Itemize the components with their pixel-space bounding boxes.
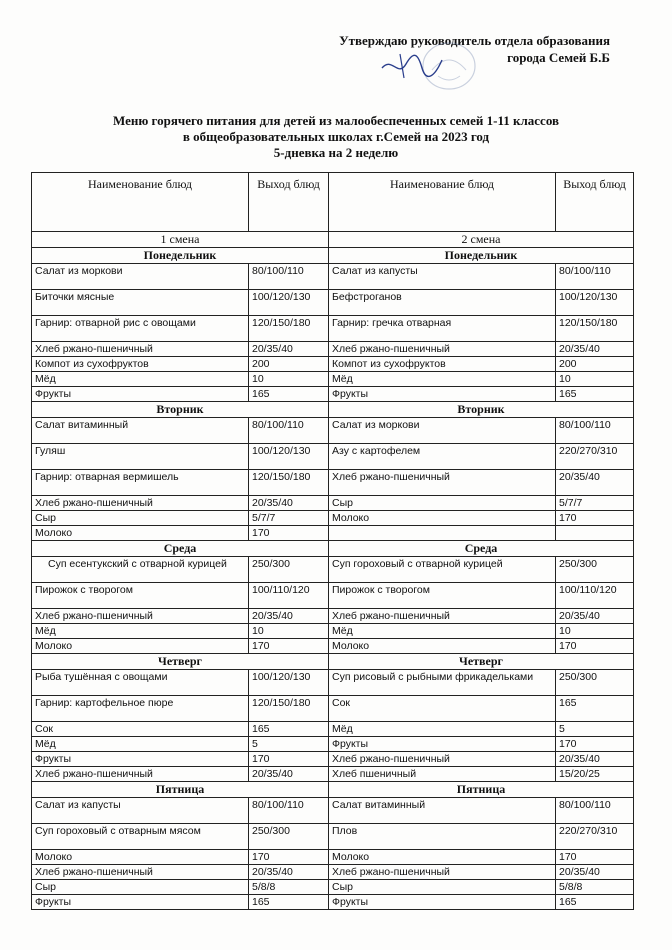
dish-name-cell: Фрукты [32,752,249,767]
dish-yield-cell: 165 [249,387,329,402]
dish-yield-cell: 100/120/130 [249,444,329,470]
dish-name-cell: Молоко [32,639,249,654]
table-header-row [32,173,634,232]
dish-yield-cell: 5/7/7 [556,496,634,511]
dish-yield-cell: 200 [556,357,634,372]
day-label-tuesday: Вторник [329,402,634,418]
dish-yield-cell: 100/120/130 [249,670,329,696]
dish-yield-cell: 20/35/40 [249,342,329,357]
dish-yield-cell: 80/100/110 [249,798,329,824]
dish-yield-cell: 165 [556,895,634,910]
dish-name-cell: Сок [32,722,249,737]
day-label-friday: Пятница [329,782,634,798]
menu-table [31,172,634,910]
table-row [32,895,634,910]
signature-icon [378,48,448,82]
table-row [32,470,634,496]
dish-name-cell: Молоко [329,850,556,865]
dish-yield-cell: 165 [249,895,329,910]
dish-yield-cell: 170 [249,526,329,541]
dish-name-cell: Молоко [32,850,249,865]
dish-yield-cell: 10 [556,372,634,387]
approval-line-2: города Семей Б.Б [507,50,610,65]
dish-yield-cell: 20/35/40 [249,609,329,624]
dish-name-cell: Хлеб ржано-пшеничный [329,865,556,880]
dish-yield-cell: 170 [556,639,634,654]
dish-name-cell: Салат из моркови [32,264,249,290]
dish-yield-cell: 20/35/40 [249,496,329,511]
approval-line-1: Утверждаю руководитель отдела образования [339,33,610,48]
dish-name-cell: Хлеб ржано-пшеничный [32,496,249,511]
dish-yield-cell: 250/300 [249,557,329,583]
dish-yield-cell: 170 [249,752,329,767]
table-row [32,387,634,402]
dish-yield-cell: 170 [556,737,634,752]
dish-name-cell: Сыр [329,496,556,511]
table-row [32,624,634,639]
dish-name-cell: Молоко [32,526,249,541]
dish-name-cell: Гарнир: картофельное пюре [32,696,249,722]
day-label-monday: Понедельник [329,248,634,264]
dish-yield-cell: 100/110/120 [249,583,329,609]
dish-name-cell: Компот из сухофруктов [329,357,556,372]
dish-yield-cell: 120/150/180 [249,470,329,496]
dish-yield-cell: 5 [556,722,634,737]
table-row [32,722,634,737]
dish-yield-cell: 5 [249,737,329,752]
table-row [32,342,634,357]
dish-name-cell: Фрукты [329,737,556,752]
dish-yield-cell [556,526,634,541]
dish-yield-cell: 20/35/40 [556,865,634,880]
dish-yield-cell: 20/35/40 [556,752,634,767]
header-yield-1: Выход блюд [249,173,329,232]
day-label-thursday: Четверг [32,654,329,670]
day-label-monday: Понедельник [32,248,329,264]
dish-yield-cell: 250/300 [249,824,329,850]
dish-yield-cell: 250/300 [556,670,634,696]
table-row [32,696,634,722]
dish-yield-cell: 250/300 [556,557,634,583]
dish-name-cell: Мёд [32,624,249,639]
table-row [32,767,634,782]
table-row [32,444,634,470]
dish-name-cell: Мёд [32,372,249,387]
day-row-tuesday [32,402,634,418]
dish-yield-cell: 165 [249,722,329,737]
dish-name-cell: Компот из сухофруктов [32,357,249,372]
dish-yield-cell: 170 [249,639,329,654]
dish-yield-cell: 80/100/110 [556,418,634,444]
dish-name-cell: Суп есентукский с отварной курицей [32,557,249,583]
dish-name-cell: Сок [329,696,556,722]
dish-name-cell: Сыр [32,880,249,895]
dish-name-cell: Салат из капусты [32,798,249,824]
dish-name-cell: Биточки мясные [32,290,249,316]
table-row [32,526,634,541]
day-row-wednesday [32,541,634,557]
dish-name-cell: Пирожок с творогом [32,583,249,609]
table-row [32,316,634,342]
header-dish-name-1: Наименование блюд [32,173,249,232]
dish-yield-cell: 170 [556,850,634,865]
dish-name-cell: Фрукты [329,387,556,402]
title-line-3: 5-дневка на 2 неделю [273,145,399,160]
dish-yield-cell: 20/35/40 [556,609,634,624]
dish-name-cell: Хлеб ржано-пшеничный [32,609,249,624]
dish-yield-cell: 170 [249,850,329,865]
day-row-thursday [32,654,634,670]
dish-name-cell [329,526,556,541]
day-label-wednesday: Среда [329,541,634,557]
table-row [32,264,634,290]
table-row [32,670,634,696]
dish-name-cell: Хлеб ржано-пшеничный [329,470,556,496]
dish-name-cell: Хлеб пшеничный [329,767,556,782]
dish-name-cell: Молоко [329,639,556,654]
dish-yield-cell: 20/35/40 [249,865,329,880]
table-row [32,752,634,767]
dish-yield-cell: 120/150/180 [556,316,634,342]
table-row [32,639,634,654]
day-label-thursday: Четверг [329,654,634,670]
dish-yield-cell: 20/35/40 [249,767,329,782]
dish-yield-cell: 10 [249,372,329,387]
table-row [32,418,634,444]
document-title [0,113,672,161]
dish-yield-cell: 100/120/130 [556,290,634,316]
dish-name-cell: Хлеб ржано-пшеничный [329,609,556,624]
dish-name-cell: Сыр [32,511,249,526]
dish-yield-cell: 80/100/110 [249,418,329,444]
dish-yield-cell: 220/270/310 [556,444,634,470]
dish-name-cell: Фрукты [32,387,249,402]
dish-name-cell: Молоко [329,511,556,526]
dish-name-cell: Суп рисовый с рыбными фрикадельками [329,670,556,696]
dish-yield-cell: 165 [556,696,634,722]
dish-yield-cell: 5/8/8 [556,880,634,895]
dish-name-cell: Мёд [329,372,556,387]
dish-yield-cell: 220/270/310 [556,824,634,850]
day-row-monday [32,248,634,264]
dish-yield-cell: 10 [249,624,329,639]
dish-name-cell: Суп гороховый с отварным мясом [32,824,249,850]
dish-name-cell: Рыба тушённая с овощами [32,670,249,696]
dish-name-cell: Хлеб ржано-пшеничный [329,752,556,767]
dish-name-cell: Гарнир: отварная вермишель [32,470,249,496]
dish-name-cell: Хлеб ржано-пшеничный [32,865,249,880]
dish-name-cell: Пирожок с творогом [329,583,556,609]
dish-name-cell: Бефстроганов [329,290,556,316]
dish-name-cell: Сыр [329,880,556,895]
dish-yield-cell: 100/120/130 [249,290,329,316]
dish-name-cell: Хлеб ржано-пшеничный [329,342,556,357]
dish-name-cell: Плов [329,824,556,850]
dish-name-cell: Мёд [329,722,556,737]
shift-2-label: 2 смена [329,232,634,248]
title-line-2: в общеобразовательных школах г.Семей на 2023 год [182,129,490,144]
table-row [32,511,634,526]
dish-yield-cell: 10 [556,624,634,639]
dish-name-cell: Фрукты [32,895,249,910]
dish-name-cell: Гарнир: отварной рис с овощами [32,316,249,342]
header-yield-2: Выход блюд [556,173,634,232]
dish-yield-cell: 100/110/120 [556,583,634,609]
dish-yield-cell: 165 [556,387,634,402]
table-row [32,737,634,752]
table-row [32,850,634,865]
dish-name-cell: Азу с картофелем [329,444,556,470]
dish-yield-cell: 20/35/40 [556,470,634,496]
dish-name-cell: Гарнир: гречка отварная [329,316,556,342]
table-row [32,583,634,609]
dish-yield-cell: 80/100/110 [249,264,329,290]
table-row [32,865,634,880]
dish-name-cell: Салат из капусты [329,264,556,290]
table-row [32,880,634,895]
dish-name-cell: Мёд [329,624,556,639]
dish-name-cell: Мёд [32,737,249,752]
dish-yield-cell: 5/7/7 [249,511,329,526]
table-row [32,290,634,316]
dish-name-cell: Хлеб ржано-пшеничный [32,767,249,782]
shift-1-label: 1 смена [32,232,329,248]
day-label-friday: Пятница [32,782,329,798]
dish-name-cell: Фрукты [329,895,556,910]
dish-name-cell: Хлеб ржано-пшеничный [32,342,249,357]
table-row [32,357,634,372]
dish-name-cell: Салат витаминный [32,418,249,444]
dish-name-cell: Салат витаминный [329,798,556,824]
dish-yield-cell: 170 [556,511,634,526]
dish-yield-cell: 80/100/110 [556,264,634,290]
dish-yield-cell: 120/150/180 [249,316,329,342]
header-dish-name-2: Наименование блюд [329,173,556,232]
dish-yield-cell: 120/150/180 [249,696,329,722]
day-label-tuesday: Вторник [32,402,329,418]
dish-yield-cell: 15/20/25 [556,767,634,782]
shift-row [32,232,634,248]
table-row [32,798,634,824]
table-row [32,557,634,583]
dish-yield-cell: 80/100/110 [556,798,634,824]
dish-name-cell: Салат из моркови [329,418,556,444]
dish-yield-cell: 5/8/8 [249,880,329,895]
table-row [32,824,634,850]
table-row [32,496,634,511]
dish-name-cell: Суп гороховый с отварной курицей [329,557,556,583]
day-label-wednesday: Среда [32,541,329,557]
dish-yield-cell: 20/35/40 [556,342,634,357]
dish-name-cell: Гуляш [32,444,249,470]
table-row [32,609,634,624]
dish-yield-cell: 200 [249,357,329,372]
table-row [32,372,634,387]
title-line-1: Меню горячего питания для детей из малообеспеченных семей 1-11 классов [112,113,560,128]
day-row-friday [32,782,634,798]
